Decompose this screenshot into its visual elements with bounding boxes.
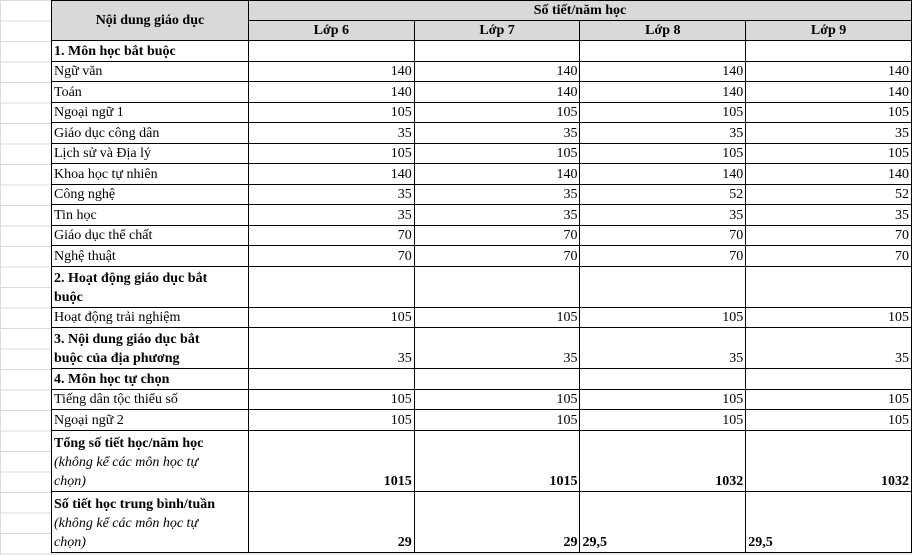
- section-title: 1. Môn học bắt buộc: [52, 41, 249, 62]
- value-cell: 105: [414, 410, 580, 431]
- value-cell: 52: [746, 184, 912, 205]
- table-row: [52, 123, 912, 144]
- total-title: Tổng số tiết học/năm học: [54, 435, 204, 451]
- section-title-line: buộc: [54, 289, 83, 305]
- table-row: [52, 389, 912, 410]
- section-title-line: buộc của địa phương: [54, 351, 180, 366]
- table-row: [52, 82, 912, 103]
- table-row: [52, 184, 912, 205]
- value-cell: 105: [414, 143, 580, 164]
- table-row: [52, 205, 912, 226]
- total-value: 1032: [746, 430, 912, 491]
- value-cell: 35: [248, 184, 414, 205]
- value-cell: 35: [746, 123, 912, 144]
- value-cell: 105: [746, 410, 912, 431]
- value-cell: 105: [746, 143, 912, 164]
- table-row: [52, 143, 912, 164]
- value-cell: 105: [248, 410, 414, 431]
- value-cell: 35: [580, 123, 746, 144]
- average-title: Số tiết học trung bình/tuần: [54, 496, 216, 512]
- subject-name: Ngữ văn: [52, 61, 249, 82]
- table-row: [52, 410, 912, 431]
- table-row: [52, 246, 912, 267]
- value-cell: 70: [746, 246, 912, 267]
- value-cell: 105: [248, 143, 414, 164]
- value-cell: 35: [414, 123, 580, 144]
- value-cell: 105: [248, 307, 414, 328]
- value-cell: 35: [746, 205, 912, 226]
- value-cell: 105: [248, 389, 414, 410]
- value-cell: 105: [414, 102, 580, 123]
- value-cell: 105: [414, 389, 580, 410]
- subject-name: Tin học: [52, 205, 249, 226]
- value-cell: 70: [248, 246, 414, 267]
- value-cell: 140: [580, 82, 746, 103]
- total-value: 1032: [580, 430, 746, 491]
- total-value: 1015: [248, 430, 414, 491]
- value-cell: 35: [580, 328, 746, 369]
- value-cell: 35: [580, 205, 746, 226]
- value-cell: 105: [580, 102, 746, 123]
- value-cell: 140: [248, 164, 414, 185]
- value-cell: 105: [580, 410, 746, 431]
- average-value: 29,5: [580, 491, 746, 552]
- section-title: [52, 266, 249, 307]
- value-cell: 52: [580, 184, 746, 205]
- value-cell: 140: [248, 82, 414, 103]
- subject-name: Giáo dục công dân: [52, 123, 249, 144]
- subject-name: Ngoại ngữ 2: [52, 410, 249, 431]
- value-cell: 35: [414, 205, 580, 226]
- value-cell: 105: [746, 389, 912, 410]
- subject-name: Hoạt động trải nghiệm: [52, 307, 249, 328]
- header-content-cell: Nội dung giáo dục: [52, 1, 249, 41]
- header-grade-6: Lớp 6: [248, 21, 414, 41]
- table-row: [52, 61, 912, 82]
- value-cell: 140: [414, 82, 580, 103]
- value-cell: 105: [580, 307, 746, 328]
- value-cell: 35: [248, 328, 414, 369]
- value-cell: 140: [746, 164, 912, 185]
- value-cell: 70: [414, 246, 580, 267]
- average-value: 29: [414, 491, 580, 552]
- value-cell: 70: [580, 225, 746, 246]
- header-periods-per-year: Số tiết/năm học: [248, 1, 911, 21]
- value-cell: 35: [414, 184, 580, 205]
- table-row: [52, 225, 912, 246]
- total-note: (không kể các môn học tự: [54, 454, 199, 470]
- average-row: [52, 491, 912, 552]
- section-title: 4. Môn học tự chọn: [52, 369, 249, 390]
- header-grade-7: Lớp 7: [414, 21, 580, 41]
- subject-name: Giáo dục thể chất: [52, 225, 249, 246]
- average-note: chọn): [54, 534, 86, 550]
- value-cell: 140: [746, 82, 912, 103]
- subject-name: Toán: [52, 82, 249, 103]
- value-cell: 70: [248, 225, 414, 246]
- header-grade-9: Lớp 9: [746, 21, 912, 41]
- subject-name: Nghệ thuật: [52, 246, 249, 267]
- table-row: [52, 164, 912, 185]
- value-cell: 70: [414, 225, 580, 246]
- value-cell: 35: [746, 328, 912, 369]
- value-cell: 140: [580, 164, 746, 185]
- value-cell: 105: [248, 102, 414, 123]
- section-title-line: 2. Hoạt động giáo dục bắt: [54, 270, 208, 286]
- total-row: [52, 430, 912, 491]
- value-cell: 140: [414, 164, 580, 185]
- subject-name: Khoa học tự nhiên: [52, 164, 249, 185]
- table-row: [52, 328, 912, 369]
- curriculum-table: [51, 0, 912, 553]
- table-row: [52, 307, 912, 328]
- value-cell: 35: [248, 205, 414, 226]
- value-cell: 105: [746, 102, 912, 123]
- value-cell: 105: [746, 307, 912, 328]
- average-value: 29: [248, 491, 414, 552]
- average-note: (không kể các môn học tự: [54, 515, 199, 531]
- value-cell: 140: [746, 61, 912, 82]
- section-title-line: 3. Nội dung giáo dục bắt: [54, 332, 200, 347]
- header-grade-8: Lớp 8: [580, 21, 746, 41]
- value-cell: 140: [414, 61, 580, 82]
- table-row: [52, 102, 912, 123]
- value-cell: 70: [580, 246, 746, 267]
- average-value: 29,5: [746, 491, 912, 552]
- total-note: chọn): [54, 473, 86, 489]
- value-cell: 35: [414, 328, 580, 369]
- value-cell: 70: [746, 225, 912, 246]
- value-cell: 105: [414, 307, 580, 328]
- total-label: [52, 430, 249, 491]
- value-cell: 140: [580, 61, 746, 82]
- value-cell: 140: [248, 61, 414, 82]
- subject-name: Ngoại ngữ 1: [52, 102, 249, 123]
- subject-name: Tiếng dân tộc thiểu số: [52, 389, 249, 410]
- average-label: [52, 491, 249, 552]
- gridline: [0, 0, 1, 555]
- subject-name: Lịch sử và Địa lý: [52, 143, 249, 164]
- value-cell: 105: [580, 143, 746, 164]
- total-value: 1015: [414, 430, 580, 491]
- value-cell: 35: [248, 123, 414, 144]
- subject-name: Công nghệ: [52, 184, 249, 205]
- value-cell: 105: [580, 389, 746, 410]
- section-title: [52, 328, 249, 369]
